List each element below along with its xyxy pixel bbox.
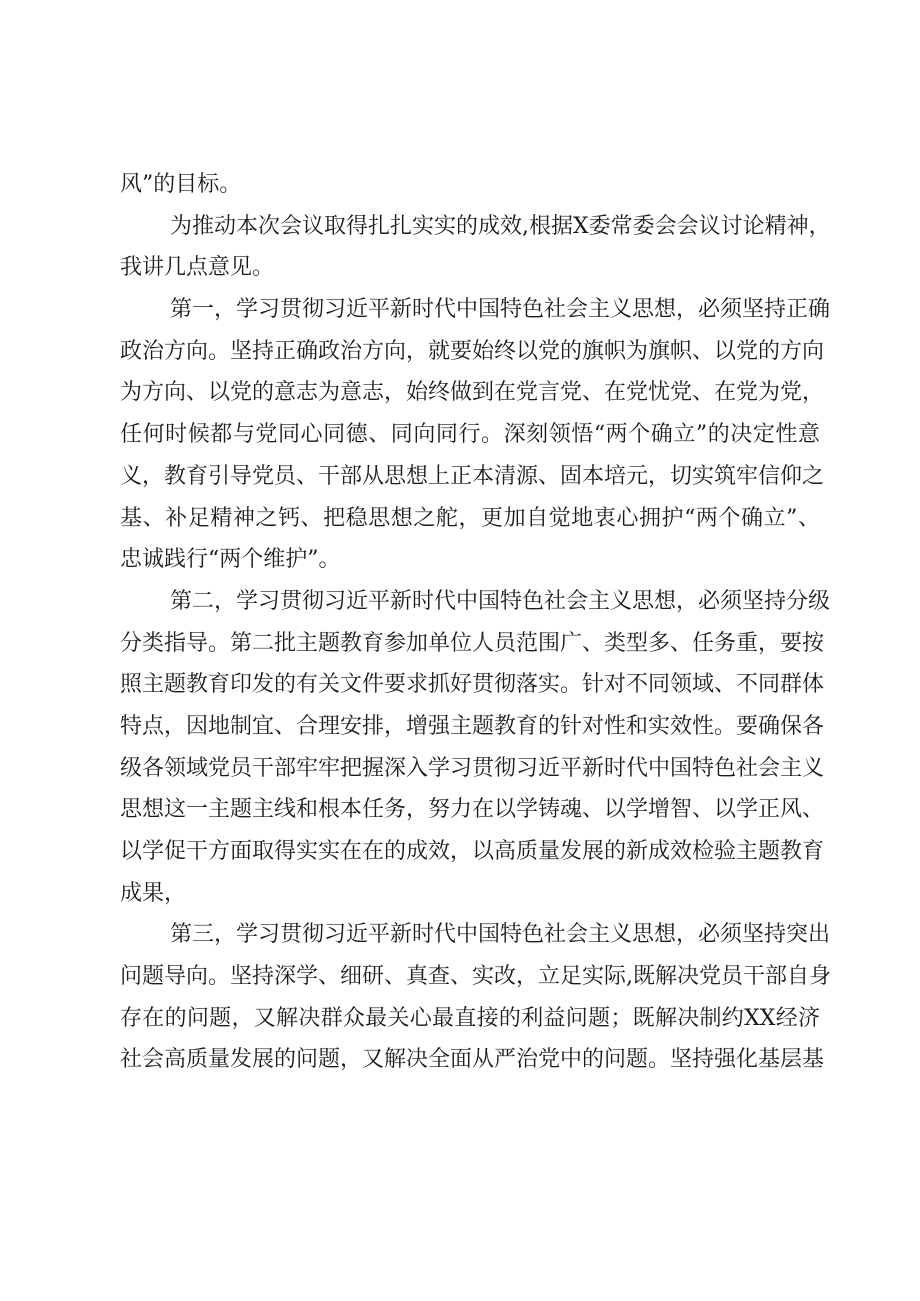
paragraph-line: 问题导向。坚持深学、细研、真查、实改，立足实际,既解决党员干部自身 bbox=[120, 964, 831, 990]
paragraph-line: 社会高质量发展的问题，又解决全面从严治党中的问题。坚持强化基层基 bbox=[120, 1047, 825, 1073]
paragraph-line: 任何时候都与党同心同德、同向同行。深刻领悟“两个确立”的决定性意 bbox=[120, 422, 820, 448]
document-body bbox=[120, 164, 831, 1081]
paragraph-line: 级各领域党员干部牢牢把握深入学习贯彻习近平新时代中国特色社会主义 bbox=[120, 755, 825, 781]
paragraph-line: 第一，学习贯彻习近平新时代中国特色社会主义思想，必须坚持正确 bbox=[170, 297, 831, 323]
paragraph-line: 我讲几点意见。 bbox=[120, 255, 275, 281]
paragraph-line: 忠诚践行“两个维护”。 bbox=[120, 547, 341, 573]
paragraph-line: 以学促干方面取得实实在在的成效，以高质量发展的新成效检验主题教育 bbox=[120, 839, 825, 864]
paragraph-line: 特点，因地制宜、合理安排，增强主题教育的针对性和实效性。要确保各 bbox=[120, 713, 825, 739]
paragraph-line: 存在的问题，又解决群众最关心最直接的利益问题；既解决制约XX经济 bbox=[120, 1005, 820, 1031]
paragraph-line: 义，教育引导党员、干部从思想上正本清源、固本培元，切实筑牢信仰之 bbox=[120, 463, 825, 489]
paragraph-line: 为推动本次会议取得扎扎实实的成效,根据X委常委会会议讨论精神， bbox=[170, 213, 831, 239]
paragraph-line: 分类指导。第二批主题教育参加单位人员范围广、类型多、任务重，要按 bbox=[120, 630, 825, 656]
paragraph-line: 第三，学习贯彻习近平新时代中国特色社会主义思想，必须坚持突出 bbox=[170, 922, 831, 948]
paragraph-line: 思想这一主题主线和根本任务，努力在以学铸魂、以学增智、以学正风、 bbox=[120, 797, 825, 823]
paragraph-line: 第二，学习贯彻习近平新时代中国特色社会主义思想，必须坚持分级 bbox=[170, 588, 831, 614]
paragraph-line: 政治方向。坚持正确政治方向，就要始终以党的旗帜为旗帜、以党的方向 bbox=[120, 338, 825, 364]
paragraph-line: 照主题教育印发的有关文件要求抓好贯彻落实。针对不同领域、不同群体 bbox=[120, 672, 825, 698]
paragraph-line: 风”的目标。 bbox=[120, 172, 242, 197]
paragraph-line: 基、补足精神之钙、把稳思想之舵，更加自觉地衷心拥护“两个确立”、 bbox=[120, 505, 820, 531]
paragraph-line: 为方向、以党的意志为意志，始终做到在党言党、在党忧党、在党为党， bbox=[120, 380, 825, 406]
paragraph-line: 成果， bbox=[120, 880, 187, 906]
